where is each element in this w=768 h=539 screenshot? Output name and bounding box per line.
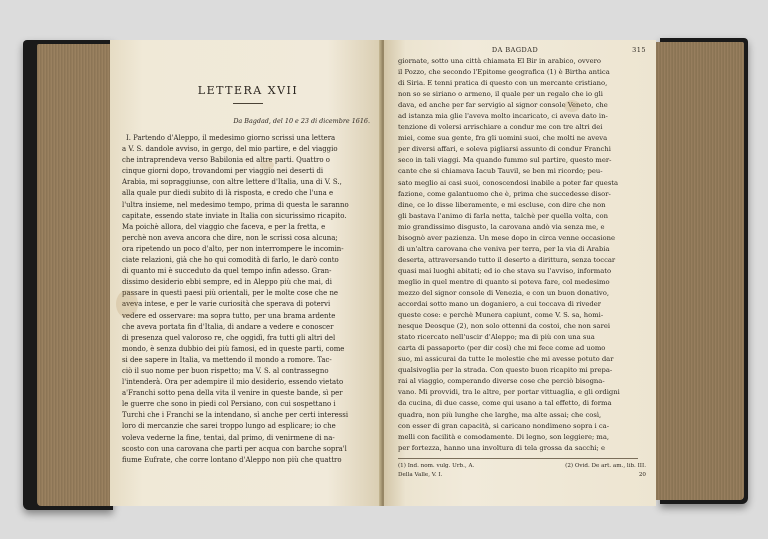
- text-line: accordai sotto mano un doganiero, a cui toccava di riveder: [398, 300, 602, 309]
- text-line: che aveva portata fin d'Italia, di andare a vedere e conoscer: [122, 322, 334, 331]
- text-line: per diversi affari, e soleva pigliarsi assunto di condur Franchi: [398, 145, 611, 154]
- text-line: stato ricercato nell'uscir d'Aleppo; ma di più con una sua: [398, 333, 595, 342]
- text-line: alla quale pur diedi subito di là risposta, e credo che l'una e: [122, 189, 334, 198]
- text-line: dava, ed anche per far servigio al signor console Veneto, che: [398, 101, 608, 110]
- text-line: di presenza quel valoroso re, che oggidì, fra tutti gli altri del: [122, 333, 336, 342]
- text-line: voleva vederne la fine, tentai, dal primo, di venirmene di na-: [122, 433, 335, 442]
- text-line: l'intenderà. Ora per adempire il mio desiderio, essendo vietato: [122, 378, 344, 387]
- footnote-2: (2) Ovid. De art. am., lib. III.: [565, 462, 646, 469]
- text-line: cinque giorni dopo, trovandomi per viaggio nei deserti di: [122, 167, 324, 176]
- text-line: tenzione di volersi arrischiare a condur me con tre altri dei: [398, 123, 603, 132]
- text-line: il Pozzo, che secondo l'Epitome geografica (1) è Birtha antica: [398, 68, 610, 77]
- text-line: loro di mercanzie che sarei troppo lungo ad esplicare; io che: [122, 422, 336, 431]
- text-line: ciò il suo nome per buon rispetto; ma V. S. al contrassegno: [122, 366, 329, 375]
- text-line: Arabia, mi sopraggiunse, con altre lettere d'Italia, una di V. S.,: [122, 178, 342, 187]
- text-line: queste cose: e perchè Munera capiunt, come V. S. sa, homi-: [398, 311, 604, 320]
- text-line: giornate, sotto una città chiamata El Bir in arabico, ovvero: [398, 57, 601, 65]
- footnote-1: (1) Ind. nom. vulg. Urb., A.: [398, 462, 475, 469]
- text-line: melli con facilità e comodamente. Di legno, son leggiere; ma,: [398, 432, 610, 441]
- text-line: deserta, attraversando tutto il deserto a dirittura, senza toccar: [398, 255, 616, 264]
- right-page-body: [398, 56, 646, 454]
- left-page: [110, 40, 382, 506]
- page-number: 315: [632, 46, 646, 54]
- text-line: aveva intese, e per le varie curiosità che sperava di potervi: [122, 300, 331, 309]
- text-line: da cucina, di due casse, come qui usano a tal effetto, di forma: [398, 399, 612, 408]
- text-line: dine, ce lo disse liberamente, e mi escluse, con dire che non: [398, 200, 606, 209]
- text-line: l'ultra insieme, nel medesimo tempo, prima di questa le saranno: [122, 200, 349, 209]
- right-page: [384, 40, 656, 506]
- text-line: fazione, come galantuomo che è, prima che succedesse disor-: [398, 189, 611, 198]
- running-head-title: DA BAGDAD: [491, 46, 539, 54]
- left-page-body: [122, 133, 374, 466]
- page-edges-right: [652, 42, 744, 500]
- foxing-stain: [260, 160, 274, 170]
- text-line: a V. S. dandole avviso, in gergo, del mio partire, e del viaggio: [122, 145, 338, 154]
- text-line: meglio in quel mentre di quanto si poteva fare, col medesimo: [398, 277, 610, 286]
- foxing-stain: [564, 100, 580, 112]
- text-line: di un'altra carovana che veniva per terra, per la via di Arabia: [398, 244, 610, 253]
- text-line: quadra, non più lunghe che larghe, ma alte assai; che così,: [398, 410, 602, 419]
- text-line: Ma poichè allora, del viaggio che faceva, e per la fretta, e: [122, 222, 326, 231]
- signature-line: [398, 472, 646, 478]
- text-line: per fortezza, hanno una involtura di tela grossa da sacchi; e: [398, 443, 606, 452]
- text-line: fiume Eufrate, che corre lontano d'Aleppo non più che quattro: [122, 455, 342, 464]
- text-line: con esser di gran capacità, si caricano nondimeno sopra i ca-: [398, 421, 610, 430]
- text-line: capitate, essendo state inviate in Italia con sicurissimo ricapito.: [122, 211, 347, 220]
- text-line: cante che si chiamava Iacub Tauvil, se ben mi ricordo; peu-: [398, 167, 603, 176]
- text-line: nesque Deosque (2), non solo ottenni da costoi, che non sarei: [398, 322, 611, 331]
- running-head: [398, 46, 646, 55]
- text-line: rai al viaggio, comperando diverse cose che perciò bisogna-: [398, 377, 605, 386]
- text-line: dissimo desiderio ebbi sempre, ed in Aleppo più che mai, di: [122, 278, 332, 287]
- signature-text: Della Valle, V. I.: [398, 471, 443, 478]
- text-line: non so se siriano o armeno, il quale per un regalo che io gli: [398, 90, 603, 99]
- text-line: vedere ed osservare: ma sopra tutto, per una brama ardente: [122, 311, 336, 320]
- text-line: suo, mi assicurai da tutte le molestie che mi avesse potuto dar: [398, 355, 614, 364]
- text-line: ad istanza mia glie l'aveva molto incaricato, ci aveva dato in-: [398, 112, 608, 121]
- text-line: sato meglio ai casi suoi, conoscendosi inabile a poter far questa: [398, 178, 619, 187]
- text-line: seco in tali viaggi. Ma quando fummo sul partire, questo mer-: [398, 156, 612, 165]
- text-line: mezzo del signor console di Venezia, e con un buon donativo,: [398, 288, 609, 297]
- text-line: gli bastava l'animo di farla netta, talchè per quella volta, con: [398, 211, 608, 220]
- text-line: ora ripetendo un poco d'alto, per non interrompere le incomin-: [122, 244, 344, 253]
- text-line: mondo, è senza dubbio dei più famosi, ed in queste parti, come: [122, 344, 345, 353]
- text-line: bisognò aver pazienza. Un mese dopo in circa venne occasione: [398, 233, 616, 242]
- text-line: si dee sapere in Italia, va mettendo il mondo a romore. Tac-: [122, 355, 332, 364]
- title-rule: [233, 103, 263, 104]
- text-line: qualsivoglia per la strada. Con questo buon ricapito mi prepa-: [398, 366, 613, 375]
- text-line: di quanto mi è succeduto da quel tempo infin adesso. Gran-: [122, 267, 332, 276]
- foxing-stain: [116, 290, 138, 318]
- footnotes: [398, 462, 646, 471]
- dateline: Da Bagdad, del 10 e 23 di dicembre 1616.: [233, 117, 370, 125]
- text-line: le guerre che sono in piedi col Persiano, con cui sospettano i: [122, 400, 336, 409]
- text-line: carta di passaporto (per dir così) che mi fece come ad uomo: [398, 344, 606, 353]
- text-line: perchè non aveva ancora che dire, non le scrissi cosa alcuna;: [122, 233, 338, 242]
- chapter-title: LETTERA XVII: [197, 84, 299, 97]
- text-line: quasi mai luoghi abitati; ed io che stava su l'avviso, informato: [398, 266, 612, 275]
- text-line: I. Partendo d'Aleppo, il medesimo giorno scrissi una lettera: [126, 134, 336, 142]
- text-line: che intraprendeva verso Babilonia ed altre parti. Quattro o: [122, 156, 330, 165]
- text-line: scosto con una carovana che parti per acqua con barche sopra'l: [122, 444, 347, 453]
- text-line: miei, come sua gente, fra gli uomini suoi, che molti ne aveva: [398, 134, 608, 143]
- text-line: ciate relazioni, già che ho qui comodità di farlo, le darò conto: [122, 256, 339, 265]
- signature-mark: 20: [638, 471, 646, 478]
- text-line: passare in questi paesi più orientali, per le molte cose che ne: [122, 289, 339, 298]
- text-line: mio grandissimo disgusto, la carovana andò via senza me, e: [398, 222, 605, 231]
- text-line: a'Franchi sotto pena della vita il venire in queste bande, sì per: [122, 389, 343, 398]
- footnote-rule: [398, 458, 638, 459]
- page-edges-left: [37, 44, 113, 506]
- text-line: di Siria. E tenni pratica di questo con un mercante cristiano,: [398, 79, 608, 88]
- text-line: vano. Mi provvidi, tra le altre, per portar vittuaglia, e gli ordigni: [398, 388, 620, 397]
- text-line: Turchi che i Franchi se la intendano, sì anche per certi interessi: [122, 411, 349, 420]
